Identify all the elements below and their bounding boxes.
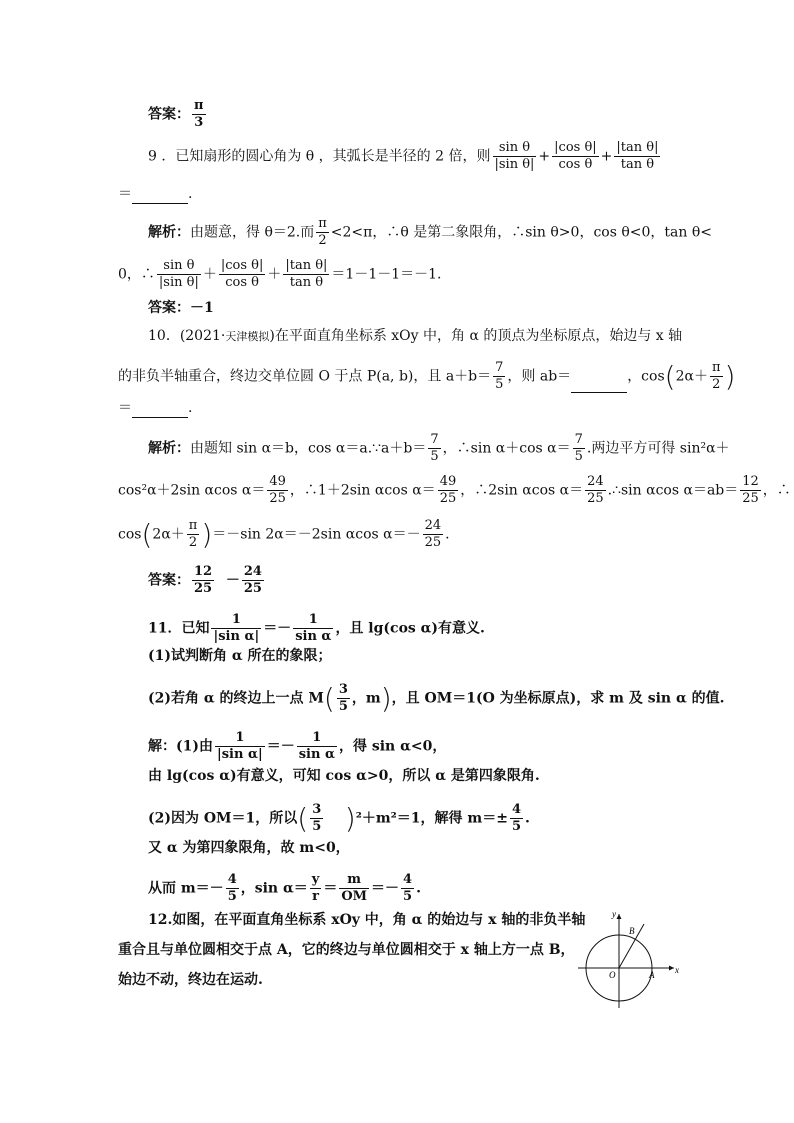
text: 10．(2021· bbox=[148, 328, 226, 344]
solution-label: 解析： bbox=[148, 224, 190, 241]
equals: ＝ bbox=[323, 880, 338, 897]
numerator: |tan θ| bbox=[285, 258, 328, 273]
fraction bbox=[552, 140, 599, 173]
fraction bbox=[267, 474, 288, 507]
fraction bbox=[337, 682, 350, 715]
numerator: 49 bbox=[269, 474, 286, 489]
numerator: sin θ bbox=[157, 258, 201, 275]
text: ，则 ab＝ bbox=[507, 368, 572, 385]
text: .两边平方可得 sin²α＋ bbox=[586, 440, 730, 457]
numerator: π bbox=[188, 518, 198, 533]
text: ，∴1＋2sin αcos α＝ bbox=[289, 482, 436, 499]
denominator: 5 bbox=[312, 819, 322, 834]
denominator: 5 bbox=[227, 889, 237, 904]
text: .∴sin αcos α＝ab＝ bbox=[607, 482, 739, 499]
numerator: 12 bbox=[742, 474, 759, 489]
fraction bbox=[428, 432, 440, 465]
denominator: 25 bbox=[424, 535, 442, 550]
text: ，∴ bbox=[762, 482, 791, 499]
numerator: π bbox=[711, 360, 721, 375]
fraction bbox=[283, 258, 329, 291]
solution-11-line-1 bbox=[148, 730, 724, 763]
fraction bbox=[192, 98, 206, 131]
text: <2<π，∴θ 是第二象限角，∴sin θ>0，cos θ<0，tan θ< bbox=[330, 224, 713, 241]
minus: － bbox=[225, 572, 240, 589]
period: . bbox=[525, 810, 530, 827]
numerator: 3 bbox=[312, 802, 322, 817]
numerator: 4 bbox=[227, 872, 237, 887]
text: 由题意，得 θ＝2.而 bbox=[190, 224, 315, 241]
fraction bbox=[493, 360, 505, 393]
fraction bbox=[585, 474, 606, 507]
text: 11．已知 bbox=[148, 620, 210, 637]
denominator: 3 bbox=[194, 115, 204, 130]
denominator: OM bbox=[341, 889, 368, 904]
solution-11-line-4 bbox=[148, 838, 724, 858]
solution-9-line-1 bbox=[148, 216, 724, 249]
text: (2)因为 OM＝1，所以 bbox=[148, 810, 298, 827]
denominator: 25 bbox=[243, 581, 262, 596]
fraction bbox=[493, 140, 537, 173]
text: 由 lg(cos α)有意义，可知 cos α>0，所以 α 是第四象限角. bbox=[148, 768, 540, 784]
period: . bbox=[416, 880, 421, 897]
denominator: tan θ bbox=[289, 275, 324, 290]
denominator: 25 bbox=[194, 581, 213, 596]
text: ，m bbox=[351, 690, 381, 707]
text: 2α＋ bbox=[675, 368, 708, 385]
equals: ＝ bbox=[118, 400, 132, 416]
solution-11-line-2 bbox=[148, 766, 724, 786]
question-9-answer-line bbox=[118, 184, 724, 204]
question-11-part-1 bbox=[148, 646, 724, 666]
fraction bbox=[310, 872, 322, 905]
answer-label: 答案： bbox=[148, 300, 190, 316]
numerator: |cos θ| bbox=[220, 258, 264, 273]
text: (1)试判断角 α 所在的象限； bbox=[148, 648, 332, 664]
numerator: π bbox=[318, 216, 327, 231]
denominator: sin α bbox=[295, 629, 332, 644]
fraction bbox=[710, 360, 723, 393]
fraction bbox=[423, 518, 444, 551]
text: ，且 OM＝1(O 为坐标原点)，求 m 及 sin α 的值. bbox=[391, 690, 725, 707]
numerator: 24 bbox=[424, 518, 442, 533]
answer-blank bbox=[571, 378, 627, 393]
fraction bbox=[297, 730, 337, 763]
text: ＝－ bbox=[263, 620, 292, 637]
numerator: m bbox=[339, 872, 369, 889]
text: )在平面直角坐标系 xOy 中，角 α 的顶点为坐标原点，始边与 x 轴 bbox=[269, 328, 683, 344]
text: ＝－sin 2α＝－2sin αcos α＝－ bbox=[212, 526, 421, 543]
denominator: 5 bbox=[495, 377, 504, 392]
text: ＝－ bbox=[371, 880, 400, 897]
numerator: |tan θ| bbox=[616, 140, 659, 155]
solution-10-line-3: cos(2α＋ $\frac{\pi}{2}$ )＝－sin 2α＝－2sin αcos α＝－ $\frac{24}{25}$ . bbox=[118, 517, 450, 551]
numerator: 4 bbox=[511, 802, 522, 817]
question-11 bbox=[148, 612, 724, 645]
answer-label: 答案： bbox=[148, 106, 190, 123]
numerator: 7 bbox=[430, 432, 439, 447]
question-11-part-2: (2)若角 α 的终边上一点 M( $\frac{3}{5}$ ，m)，且 OM＝1(O 为坐标原点)，求 m 及 sin α 的值. bbox=[148, 681, 725, 715]
solution-label: 解析： bbox=[148, 440, 190, 457]
numerator: 3 bbox=[338, 682, 348, 697]
answer-blank bbox=[132, 403, 188, 418]
answer-9 bbox=[148, 298, 724, 318]
numerator: 24 bbox=[243, 564, 262, 579]
text: ＝－ bbox=[266, 738, 295, 755]
solution-9-line-2: 0，∴ $\frac{\text{sin θ}}{\text{|sin θ|}}$ ＋ $\frac{\text{|cos θ|}}{\text{cos θ}}$ ＋ $\frac{\text{|tan θ|}}{\text{tan θ}}$ ＝1－1－1＝－1. bbox=[118, 258, 442, 290]
text: ，∴2sin αcos α＝ bbox=[460, 482, 584, 499]
numerator: 1 bbox=[215, 730, 265, 747]
denominator: |sin α| bbox=[213, 629, 260, 644]
solution-10-line-2 bbox=[118, 474, 791, 507]
fraction bbox=[219, 258, 266, 291]
denominator: 2 bbox=[188, 535, 198, 550]
text: 始边不动，终边在运动. bbox=[118, 972, 263, 988]
denominator: cos θ bbox=[558, 157, 593, 172]
numerator: 1 bbox=[211, 612, 261, 629]
fraction bbox=[192, 564, 214, 597]
text: 从而 m＝－ bbox=[148, 880, 224, 897]
text: ，cos bbox=[627, 368, 665, 385]
text: 重合且与单位圆相交于点 A，它的终边与单位圆相交于 x 轴上方一点 B， bbox=[118, 942, 575, 958]
answer-10 bbox=[148, 564, 724, 597]
numerator: 1 bbox=[293, 612, 333, 629]
answer-value: －1 bbox=[190, 300, 214, 316]
fraction bbox=[614, 140, 660, 173]
text: ，且 lg(cos α)有意义. bbox=[335, 620, 485, 637]
result: ＝1－1－1＝－1. bbox=[331, 266, 442, 283]
solution-11-line-3: (2)因为 OM＝1，所以( $\frac{3}{5}$ )²＋m²＝1，解得 m＝± $\frac{4}{5}$ . bbox=[148, 801, 530, 835]
fraction bbox=[226, 872, 239, 905]
denominator: 25 bbox=[742, 491, 759, 506]
text: 又 α 为第四象限角，故 m<0， bbox=[148, 840, 350, 856]
unit-circle-figure bbox=[574, 904, 684, 1014]
numerator: 7 bbox=[574, 432, 583, 447]
q9-text: 9 ．已知扇形的圆心角为 θ ，其弧长是半径的 2 倍，则 bbox=[148, 148, 491, 165]
point-b-label: B bbox=[629, 926, 635, 936]
text: ²＋m²＝1，解得 m＝± bbox=[355, 810, 508, 827]
fraction bbox=[316, 216, 329, 249]
text: ，得 sin α<0， bbox=[338, 738, 447, 755]
denominator: 5 bbox=[430, 449, 439, 464]
period: . bbox=[188, 186, 193, 202]
point-a-label: A bbox=[649, 970, 655, 980]
denominator: |sin α| bbox=[217, 747, 263, 762]
denominator: tan θ bbox=[620, 157, 655, 172]
text: 解：(1)由 bbox=[148, 738, 213, 755]
numerator: 7 bbox=[495, 360, 504, 375]
numerator: |cos θ| bbox=[554, 140, 597, 155]
text: cos²α＋2sin αcos α＝ bbox=[118, 482, 266, 499]
y-axis-arrow-icon bbox=[617, 914, 622, 919]
denominator: |sin θ| bbox=[494, 157, 535, 172]
numerator: 4 bbox=[403, 872, 413, 887]
numerator: π bbox=[194, 98, 204, 113]
fraction bbox=[310, 802, 323, 835]
denominator: r bbox=[312, 889, 319, 904]
numerator: y bbox=[311, 872, 320, 887]
denominator: 25 bbox=[439, 491, 457, 506]
denominator: 2 bbox=[318, 233, 327, 248]
answer-label: 答案： bbox=[148, 572, 190, 589]
answer-8 bbox=[148, 98, 724, 131]
fraction bbox=[242, 564, 264, 597]
text: 2α＋ bbox=[152, 526, 185, 543]
denominator: 25 bbox=[587, 491, 604, 506]
question-10-line-3 bbox=[118, 398, 724, 418]
numerator: 12 bbox=[194, 564, 213, 579]
text: 0，∴ bbox=[118, 266, 155, 283]
denominator: sin α bbox=[298, 747, 335, 762]
fraction bbox=[740, 474, 761, 507]
denominator: 5 bbox=[574, 449, 583, 464]
numerator: sin θ bbox=[493, 140, 537, 157]
text: 12.如图，在平面直角坐标系 xOy 中，角 α 的始边与 x 轴的非负半轴 bbox=[148, 912, 586, 928]
fraction bbox=[157, 258, 201, 291]
x-axis-arrow-icon bbox=[669, 966, 674, 971]
equals: ＝ bbox=[118, 186, 132, 202]
y-label: y bbox=[612, 909, 616, 919]
denominator: 5 bbox=[338, 699, 348, 714]
plus: + bbox=[538, 148, 551, 165]
numerator: 24 bbox=[587, 474, 604, 489]
period: . bbox=[445, 526, 450, 543]
denominator: 5 bbox=[403, 889, 413, 904]
numerator: 49 bbox=[439, 474, 457, 489]
question-10-line-1 bbox=[148, 326, 724, 347]
fraction bbox=[211, 612, 261, 645]
numerator: 1 bbox=[297, 730, 337, 747]
plus: + bbox=[600, 148, 613, 165]
fraction bbox=[401, 872, 414, 905]
question-10-line-2: 的非负半轴重合，终边交单位圆 O 于点 P(a, b)，且 a＋b＝ $\frac{7}{5}$ ，则 ab＝ ，cos(2α＋ $\frac{\pi}{2}$ ) bbox=[118, 359, 736, 393]
solution-10-line-1 bbox=[148, 432, 730, 465]
fraction bbox=[510, 802, 523, 835]
fraction bbox=[187, 518, 200, 551]
denominator: 25 bbox=[269, 491, 286, 506]
x-label: x bbox=[675, 965, 679, 975]
text: (2)若角 α 的终边上一点 M bbox=[148, 690, 324, 707]
solution-11-line-5 bbox=[148, 872, 724, 905]
denominator: cos θ bbox=[225, 275, 259, 290]
fraction bbox=[438, 474, 459, 507]
fraction bbox=[293, 612, 333, 645]
denominator: |sin θ| bbox=[158, 275, 199, 290]
text: 由题知 sin α＝b，cos α＝a.∵a＋b＝ bbox=[190, 440, 427, 457]
source-tag: 天津模拟 bbox=[225, 330, 270, 343]
denominator: 5 bbox=[511, 819, 522, 834]
text: ，∴sin α＋cos α＝ bbox=[442, 440, 571, 457]
fraction bbox=[215, 730, 265, 763]
denominator: 2 bbox=[712, 377, 721, 392]
text: 的非负半轴重合，终边交单位圆 O 于点 P(a, b)，且 a＋b＝ bbox=[118, 368, 492, 385]
answer-blank bbox=[132, 189, 188, 204]
origin-label: O bbox=[609, 970, 616, 980]
fraction bbox=[573, 432, 585, 465]
period: . bbox=[188, 400, 193, 416]
text: ，sin α＝ bbox=[240, 880, 308, 897]
question-9 bbox=[148, 140, 724, 173]
text: cos bbox=[118, 526, 142, 543]
fraction bbox=[339, 872, 369, 905]
